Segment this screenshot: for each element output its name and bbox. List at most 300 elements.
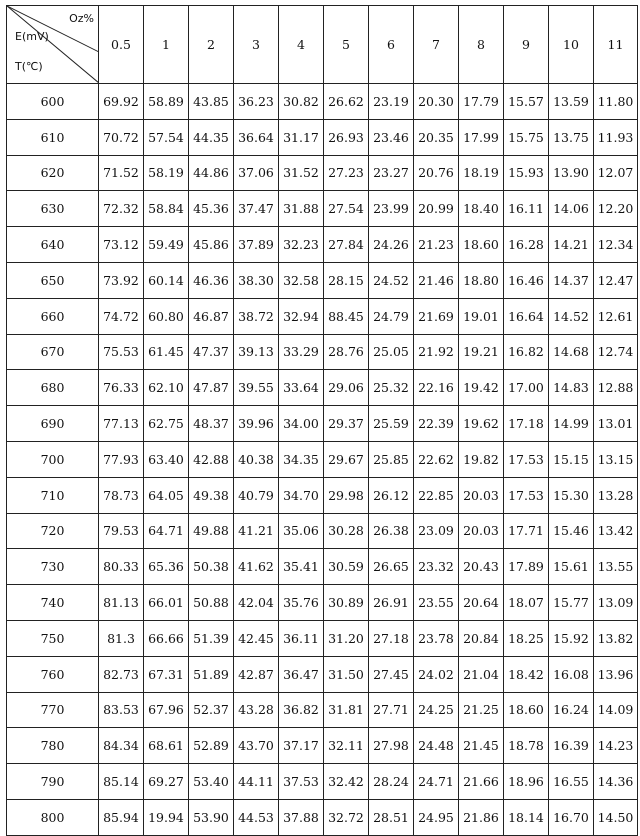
value-cell: 13.59 xyxy=(549,84,594,120)
value-cell: 31.20 xyxy=(324,620,369,656)
table-row xyxy=(7,656,638,692)
value-cell: 71.52 xyxy=(99,155,144,191)
value-cell: 30.89 xyxy=(324,585,369,621)
value-cell: 15.92 xyxy=(549,620,594,656)
value-cell: 12.20 xyxy=(594,191,638,227)
value-cell: 50.38 xyxy=(189,549,234,585)
value-cell: 32.23 xyxy=(279,227,324,263)
temperature-label: T(℃) xyxy=(15,60,43,73)
value-cell: 17.79 xyxy=(459,84,504,120)
table-row xyxy=(7,370,638,406)
table-row xyxy=(7,728,638,764)
value-cell: 17.71 xyxy=(504,513,549,549)
value-cell: 25.59 xyxy=(369,406,414,442)
value-cell: 21.69 xyxy=(414,298,459,334)
value-cell: 27.23 xyxy=(324,155,369,191)
temperature-cell: 630 xyxy=(7,191,99,227)
value-cell: 15.61 xyxy=(549,549,594,585)
value-cell: 18.60 xyxy=(459,227,504,263)
value-cell: 17.99 xyxy=(459,119,504,155)
table-row xyxy=(7,764,638,800)
value-cell: 31.50 xyxy=(324,656,369,692)
value-cell: 22.16 xyxy=(414,370,459,406)
temperature-cell: 660 xyxy=(7,298,99,334)
value-cell: 14.06 xyxy=(549,191,594,227)
value-cell: 27.18 xyxy=(369,620,414,656)
temperature-cell: 770 xyxy=(7,692,99,728)
value-cell: 24.95 xyxy=(414,799,459,835)
value-cell: 58.84 xyxy=(144,191,189,227)
value-cell: 81.3 xyxy=(99,620,144,656)
value-cell: 85.14 xyxy=(99,764,144,800)
value-cell: 16.46 xyxy=(504,262,549,298)
value-cell: 23.78 xyxy=(414,620,459,656)
value-cell: 20.03 xyxy=(459,513,504,549)
value-cell: 16.64 xyxy=(504,298,549,334)
value-cell: 74.72 xyxy=(99,298,144,334)
value-cell: 66.66 xyxy=(144,620,189,656)
value-cell: 26.93 xyxy=(324,119,369,155)
value-cell: 42.87 xyxy=(234,656,279,692)
value-cell: 79.53 xyxy=(99,513,144,549)
value-cell: 15.30 xyxy=(549,477,594,513)
value-cell: 12.61 xyxy=(594,298,638,334)
value-cell: 35.41 xyxy=(279,549,324,585)
value-cell: 21.92 xyxy=(414,334,459,370)
value-cell: 35.76 xyxy=(279,585,324,621)
value-cell: 23.32 xyxy=(414,549,459,585)
value-cell: 23.99 xyxy=(369,191,414,227)
value-cell: 26.12 xyxy=(369,477,414,513)
value-cell: 60.14 xyxy=(144,262,189,298)
value-cell: 65.36 xyxy=(144,549,189,585)
value-cell: 83.53 xyxy=(99,692,144,728)
table-row xyxy=(7,513,638,549)
value-cell: 21.45 xyxy=(459,728,504,764)
value-cell: 13.75 xyxy=(549,119,594,155)
value-cell: 44.53 xyxy=(234,799,279,835)
value-cell: 39.13 xyxy=(234,334,279,370)
value-cell: 15.46 xyxy=(549,513,594,549)
table-row xyxy=(7,262,638,298)
temperature-cell: 730 xyxy=(7,549,99,585)
value-cell: 35.06 xyxy=(279,513,324,549)
value-cell: 42.88 xyxy=(189,441,234,477)
table-row xyxy=(7,799,638,835)
value-cell: 18.14 xyxy=(504,799,549,835)
value-cell: 47.37 xyxy=(189,334,234,370)
value-cell: 36.64 xyxy=(234,119,279,155)
value-cell: 18.42 xyxy=(504,656,549,692)
value-cell: 27.84 xyxy=(324,227,369,263)
value-cell: 14.83 xyxy=(549,370,594,406)
table-row xyxy=(7,585,638,621)
value-cell: 45.86 xyxy=(189,227,234,263)
value-cell: 44.11 xyxy=(234,764,279,800)
value-cell: 43.85 xyxy=(189,84,234,120)
value-cell: 33.29 xyxy=(279,334,324,370)
value-cell: 46.36 xyxy=(189,262,234,298)
value-cell: 37.47 xyxy=(234,191,279,227)
value-cell: 25.32 xyxy=(369,370,414,406)
value-cell: 24.52 xyxy=(369,262,414,298)
table-container xyxy=(6,5,638,836)
value-cell: 46.87 xyxy=(189,298,234,334)
value-cell: 19.21 xyxy=(459,334,504,370)
value-cell: 20.43 xyxy=(459,549,504,585)
value-cell: 21.04 xyxy=(459,656,504,692)
value-cell: 16.08 xyxy=(549,656,594,692)
value-cell: 15.15 xyxy=(549,441,594,477)
value-cell: 16.55 xyxy=(549,764,594,800)
value-cell: 31.88 xyxy=(279,191,324,227)
value-cell: 37.89 xyxy=(234,227,279,263)
value-cell: 31.52 xyxy=(279,155,324,191)
temperature-cell: 690 xyxy=(7,406,99,442)
table-row xyxy=(7,549,638,585)
temperature-cell: 720 xyxy=(7,513,99,549)
temperature-cell: 650 xyxy=(7,262,99,298)
value-cell: 18.07 xyxy=(504,585,549,621)
value-cell: 19.42 xyxy=(459,370,504,406)
value-cell: 24.25 xyxy=(414,692,459,728)
column-header: 7 xyxy=(414,6,459,84)
value-cell: 58.89 xyxy=(144,84,189,120)
value-cell: 64.71 xyxy=(144,513,189,549)
value-cell: 17.53 xyxy=(504,477,549,513)
value-cell: 81.13 xyxy=(99,585,144,621)
value-cell: 13.01 xyxy=(594,406,638,442)
value-cell: 15.77 xyxy=(549,585,594,621)
temperature-cell: 760 xyxy=(7,656,99,692)
value-cell: 32.94 xyxy=(279,298,324,334)
value-cell: 34.70 xyxy=(279,477,324,513)
value-cell: 18.60 xyxy=(504,692,549,728)
value-cell: 16.70 xyxy=(549,799,594,835)
temperature-cell: 610 xyxy=(7,119,99,155)
value-cell: 22.85 xyxy=(414,477,459,513)
value-cell: 32.58 xyxy=(279,262,324,298)
value-cell: 15.93 xyxy=(504,155,549,191)
corner-header-cell xyxy=(7,6,99,84)
value-cell: 64.05 xyxy=(144,477,189,513)
value-cell: 38.30 xyxy=(234,262,279,298)
value-cell: 14.21 xyxy=(549,227,594,263)
value-cell: 32.72 xyxy=(324,799,369,835)
column-header: 1 xyxy=(144,6,189,84)
temperature-cell: 640 xyxy=(7,227,99,263)
value-cell: 26.91 xyxy=(369,585,414,621)
column-header: 0.5 xyxy=(99,6,144,84)
value-cell: 41.62 xyxy=(234,549,279,585)
value-cell: 36.23 xyxy=(234,84,279,120)
value-cell: 52.89 xyxy=(189,728,234,764)
value-cell: 19.62 xyxy=(459,406,504,442)
value-cell: 67.96 xyxy=(144,692,189,728)
oxygen-label: Oz% xyxy=(69,12,94,25)
value-cell: 26.62 xyxy=(324,84,369,120)
column-header: 2 xyxy=(189,6,234,84)
value-cell: 20.03 xyxy=(459,477,504,513)
column-header: 3 xyxy=(234,6,279,84)
value-cell: 18.40 xyxy=(459,191,504,227)
value-cell: 29.37 xyxy=(324,406,369,442)
table-row xyxy=(7,155,638,191)
value-cell: 13.09 xyxy=(594,585,638,621)
value-cell: 37.06 xyxy=(234,155,279,191)
value-cell: 66.01 xyxy=(144,585,189,621)
value-cell: 23.55 xyxy=(414,585,459,621)
value-cell: 12.47 xyxy=(594,262,638,298)
value-cell: 73.12 xyxy=(99,227,144,263)
value-cell: 36.11 xyxy=(279,620,324,656)
value-cell: 49.88 xyxy=(189,513,234,549)
value-cell: 29.98 xyxy=(324,477,369,513)
value-cell: 20.84 xyxy=(459,620,504,656)
value-cell: 13.42 xyxy=(594,513,638,549)
value-cell: 59.49 xyxy=(144,227,189,263)
value-cell: 77.13 xyxy=(99,406,144,442)
table-row xyxy=(7,441,638,477)
value-cell: 68.61 xyxy=(144,728,189,764)
value-cell: 16.82 xyxy=(504,334,549,370)
value-cell: 24.02 xyxy=(414,656,459,692)
value-cell: 32.11 xyxy=(324,728,369,764)
value-cell: 22.39 xyxy=(414,406,459,442)
value-cell: 60.80 xyxy=(144,298,189,334)
value-cell: 77.93 xyxy=(99,441,144,477)
value-cell: 40.38 xyxy=(234,441,279,477)
value-cell: 16.24 xyxy=(549,692,594,728)
value-cell: 20.64 xyxy=(459,585,504,621)
value-cell: 14.09 xyxy=(594,692,638,728)
value-cell: 13.90 xyxy=(549,155,594,191)
temperature-cell: 680 xyxy=(7,370,99,406)
column-header: 5 xyxy=(324,6,369,84)
column-header: 11 xyxy=(594,6,638,84)
value-cell: 41.21 xyxy=(234,513,279,549)
value-cell: 51.39 xyxy=(189,620,234,656)
value-cell: 30.82 xyxy=(279,84,324,120)
value-cell: 20.76 xyxy=(414,155,459,191)
table-row xyxy=(7,477,638,513)
temperature-cell: 670 xyxy=(7,334,99,370)
value-cell: 37.88 xyxy=(279,799,324,835)
header-row xyxy=(7,6,638,84)
value-cell: 17.89 xyxy=(504,549,549,585)
value-cell: 19.82 xyxy=(459,441,504,477)
value-cell: 84.34 xyxy=(99,728,144,764)
value-cell: 43.28 xyxy=(234,692,279,728)
value-cell: 34.00 xyxy=(279,406,324,442)
column-header: 4 xyxy=(279,6,324,84)
value-cell: 27.45 xyxy=(369,656,414,692)
value-cell: 18.78 xyxy=(504,728,549,764)
value-cell: 52.37 xyxy=(189,692,234,728)
value-cell: 36.47 xyxy=(279,656,324,692)
table-row xyxy=(7,191,638,227)
column-header: 9 xyxy=(504,6,549,84)
value-cell: 88.45 xyxy=(324,298,369,334)
value-cell: 31.81 xyxy=(324,692,369,728)
value-cell: 31.17 xyxy=(279,119,324,155)
value-cell: 13.96 xyxy=(594,656,638,692)
value-cell: 53.90 xyxy=(189,799,234,835)
value-cell: 20.35 xyxy=(414,119,459,155)
table-row xyxy=(7,334,638,370)
value-cell: 28.24 xyxy=(369,764,414,800)
value-cell: 18.19 xyxy=(459,155,504,191)
temperature-cell: 800 xyxy=(7,799,99,835)
value-cell: 58.19 xyxy=(144,155,189,191)
value-cell: 15.57 xyxy=(504,84,549,120)
temperature-cell: 750 xyxy=(7,620,99,656)
value-cell: 16.39 xyxy=(549,728,594,764)
value-cell: 40.79 xyxy=(234,477,279,513)
value-cell: 24.48 xyxy=(414,728,459,764)
column-header: 8 xyxy=(459,6,504,84)
emf-table xyxy=(6,5,638,836)
value-cell: 67.31 xyxy=(144,656,189,692)
value-cell: 13.15 xyxy=(594,441,638,477)
value-cell: 72.32 xyxy=(99,191,144,227)
value-cell: 14.36 xyxy=(594,764,638,800)
value-cell: 82.73 xyxy=(99,656,144,692)
value-cell: 45.36 xyxy=(189,191,234,227)
value-cell: 14.23 xyxy=(594,728,638,764)
value-cell: 42.04 xyxy=(234,585,279,621)
value-cell: 73.92 xyxy=(99,262,144,298)
value-cell: 76.33 xyxy=(99,370,144,406)
column-header: 6 xyxy=(369,6,414,84)
table-row xyxy=(7,298,638,334)
value-cell: 12.34 xyxy=(594,227,638,263)
value-cell: 18.96 xyxy=(504,764,549,800)
value-cell: 28.51 xyxy=(369,799,414,835)
value-cell: 23.46 xyxy=(369,119,414,155)
value-cell: 25.05 xyxy=(369,334,414,370)
value-cell: 11.80 xyxy=(594,84,638,120)
value-cell: 36.82 xyxy=(279,692,324,728)
value-cell: 80.33 xyxy=(99,549,144,585)
value-cell: 25.85 xyxy=(369,441,414,477)
table-body xyxy=(7,84,638,836)
value-cell: 12.07 xyxy=(594,155,638,191)
value-cell: 24.71 xyxy=(414,764,459,800)
value-cell: 37.17 xyxy=(279,728,324,764)
value-cell: 17.00 xyxy=(504,370,549,406)
value-cell: 13.55 xyxy=(594,549,638,585)
column-header: 10 xyxy=(549,6,594,84)
table-row xyxy=(7,84,638,120)
value-cell: 42.45 xyxy=(234,620,279,656)
value-cell: 30.59 xyxy=(324,549,369,585)
value-cell: 27.71 xyxy=(369,692,414,728)
value-cell: 15.75 xyxy=(504,119,549,155)
value-cell: 14.37 xyxy=(549,262,594,298)
value-cell: 23.09 xyxy=(414,513,459,549)
value-cell: 48.37 xyxy=(189,406,234,442)
value-cell: 62.75 xyxy=(144,406,189,442)
emf-label: E(mV) xyxy=(15,30,49,43)
value-cell: 50.88 xyxy=(189,585,234,621)
value-cell: 70.72 xyxy=(99,119,144,155)
value-cell: 21.25 xyxy=(459,692,504,728)
value-cell: 39.96 xyxy=(234,406,279,442)
value-cell: 27.54 xyxy=(324,191,369,227)
value-cell: 61.45 xyxy=(144,334,189,370)
value-cell: 33.64 xyxy=(279,370,324,406)
value-cell: 20.99 xyxy=(414,191,459,227)
value-cell: 78.73 xyxy=(99,477,144,513)
temperature-cell: 780 xyxy=(7,728,99,764)
value-cell: 24.26 xyxy=(369,227,414,263)
value-cell: 21.46 xyxy=(414,262,459,298)
value-cell: 23.27 xyxy=(369,155,414,191)
value-cell: 16.28 xyxy=(504,227,549,263)
value-cell: 53.40 xyxy=(189,764,234,800)
value-cell: 69.92 xyxy=(99,84,144,120)
value-cell: 11.93 xyxy=(594,119,638,155)
value-cell: 27.98 xyxy=(369,728,414,764)
value-cell: 13.28 xyxy=(594,477,638,513)
value-cell: 37.53 xyxy=(279,764,324,800)
temperature-cell: 620 xyxy=(7,155,99,191)
value-cell: 18.25 xyxy=(504,620,549,656)
value-cell: 20.30 xyxy=(414,84,459,120)
value-cell: 24.79 xyxy=(369,298,414,334)
value-cell: 22.62 xyxy=(414,441,459,477)
temperature-cell: 740 xyxy=(7,585,99,621)
table-row xyxy=(7,406,638,442)
value-cell: 19.01 xyxy=(459,298,504,334)
value-cell: 14.99 xyxy=(549,406,594,442)
value-cell: 16.11 xyxy=(504,191,549,227)
table-row xyxy=(7,119,638,155)
value-cell: 43.70 xyxy=(234,728,279,764)
value-cell: 26.65 xyxy=(369,549,414,585)
value-cell: 14.68 xyxy=(549,334,594,370)
table-row xyxy=(7,692,638,728)
value-cell: 26.38 xyxy=(369,513,414,549)
value-cell: 18.80 xyxy=(459,262,504,298)
value-cell: 29.67 xyxy=(324,441,369,477)
value-cell: 75.53 xyxy=(99,334,144,370)
value-cell: 28.76 xyxy=(324,334,369,370)
value-cell: 39.55 xyxy=(234,370,279,406)
value-cell: 44.35 xyxy=(189,119,234,155)
table-row xyxy=(7,227,638,263)
value-cell: 19.94 xyxy=(144,799,189,835)
value-cell: 49.38 xyxy=(189,477,234,513)
temperature-cell: 600 xyxy=(7,84,99,120)
temperature-cell: 710 xyxy=(7,477,99,513)
temperature-cell: 700 xyxy=(7,441,99,477)
value-cell: 17.18 xyxy=(504,406,549,442)
value-cell: 29.06 xyxy=(324,370,369,406)
value-cell: 21.86 xyxy=(459,799,504,835)
value-cell: 85.94 xyxy=(99,799,144,835)
value-cell: 57.54 xyxy=(144,119,189,155)
value-cell: 44.86 xyxy=(189,155,234,191)
value-cell: 38.72 xyxy=(234,298,279,334)
value-cell: 28.15 xyxy=(324,262,369,298)
value-cell: 63.40 xyxy=(144,441,189,477)
value-cell: 14.50 xyxy=(594,799,638,835)
table-row xyxy=(7,620,638,656)
value-cell: 17.53 xyxy=(504,441,549,477)
value-cell: 12.88 xyxy=(594,370,638,406)
